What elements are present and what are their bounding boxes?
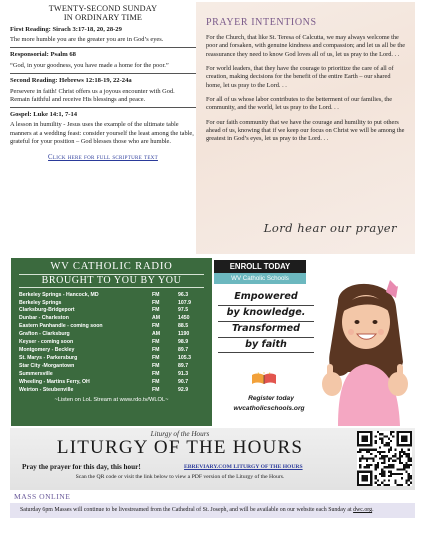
station-row [19, 315, 204, 323]
station-name: Berkeley Springs [19, 299, 62, 306]
enroll-heading: ENROLL TODAY [214, 260, 306, 273]
ebreviary-link[interactable]: EBREVIARY.COM LITURGY OF THE HOURS [184, 464, 303, 470]
mass-body: Saturday 6pm Masses will continue to be livestreamed from the Cathedral of St. Joseph, and will be available on our website each Sunday at dwc.org. [10, 503, 415, 518]
slogan-line4: by faith [218, 338, 314, 354]
station-band: AM [152, 331, 161, 338]
station-frequency: 1190 [178, 331, 190, 338]
station-name: Montgomery - Beckley [19, 346, 75, 353]
mass-text: Saturday 6pm Masses will continue to be livestreamed from the Cathedral of St. Joseph, and will be available on our website each Sunday at [20, 507, 352, 513]
station-name: Grafton - Clarksburg [19, 331, 70, 338]
station-frequency: 107.9 [178, 299, 191, 306]
station-band: FM [152, 299, 160, 306]
station-row [19, 387, 204, 395]
station-band: FM [152, 307, 160, 314]
station-frequency: 1450 [178, 315, 190, 322]
dwc-link[interactable]: dwc.org [353, 507, 373, 513]
station-band: FM [152, 339, 160, 346]
liturgy-note: Scan the QR code or visit the link below to view a PDF version of the Liturgy of the Hours. [75, 474, 285, 480]
station-band: FM [152, 354, 160, 361]
station-frequency: 91.3 [178, 370, 189, 377]
prayer-signature: Lord hear our prayer [263, 220, 397, 235]
station-frequency: 88.5 [178, 323, 189, 330]
divider [10, 107, 196, 108]
prayer-intention-1: For the Church, that like St. Teresa of Calcutta, we may always welcome the poor and forsaken, with genuine kindness and compassion; and let us all be the reassurance they need to know God loves all of us, let us pray to the Lord. . . [206, 34, 406, 58]
station-frequency: 89.7 [178, 362, 189, 369]
station-row [19, 355, 204, 363]
station-band: FM [152, 346, 160, 353]
enroll-subheading: WV Catholic Schools [214, 273, 306, 284]
station-frequency: 92.9 [178, 386, 189, 393]
first-reading-title: First Reading: Sirach 3:17-18, 20, 28-29 [10, 25, 122, 33]
radio-panel [11, 258, 212, 426]
station-frequency: 96.3 [178, 291, 189, 298]
station-band: FM [152, 291, 160, 298]
station-row [19, 371, 204, 379]
station-name: Weirton - Steubenville [19, 386, 74, 393]
station-frequency: 105.3 [178, 354, 191, 361]
psalm-text: “God, in your goodness, you have made a home for the poor.” [10, 61, 169, 69]
station-name: Eastern Panhandle - coming soon [19, 323, 103, 330]
station-row [19, 300, 204, 308]
station-frequency: 97.5 [178, 307, 189, 314]
mass-online-panel [10, 492, 415, 532]
divider [10, 73, 196, 74]
second-reading-text: Persevere in faith! Christ offers us a joyous encounter with God. Remain faithful and receive His blessings and peace. [10, 87, 175, 103]
station-name: Dunbar - Charleston [19, 315, 69, 322]
station-frequency: 90.7 [178, 378, 189, 385]
liturgy-small-title: Liturgy of the Hours [150, 430, 210, 438]
station-row [19, 307, 204, 315]
first-reading [10, 26, 196, 45]
heading-line1: TWENTY-SECOND SUNDAY [48, 4, 158, 13]
radio-subtitle: BROUGHT TO YOU BY YOU [19, 274, 204, 288]
scripture-link[interactable]: Click here for full scripture text [48, 153, 158, 161]
slogan-line1: Empowered [218, 290, 314, 306]
station-band: FM [152, 370, 160, 377]
liturgy-panel [10, 428, 415, 490]
girl-thumbs-up-image [308, 272, 415, 426]
station-band: FM [152, 378, 160, 385]
station-band: FM [152, 362, 160, 369]
schools-website[interactable]: wvcatholicschools.org [233, 405, 305, 412]
prayer-intention-3: For all of us whose labor contributes to the betterment of our families, the community, and the world, let us pray to the Lord. . . [206, 95, 393, 112]
heading-line2: IN ORDINARY TIME [63, 13, 143, 23]
station-name: Keyser - coming soon [19, 339, 74, 346]
station-name: Star City -Morgantown [19, 362, 75, 369]
station-name: Wheeling - Martins Ferry, OH [19, 378, 90, 385]
gospel-reading [10, 111, 196, 146]
station-row [19, 292, 204, 300]
radio-title: WV CATHOLIC RADIO [50, 261, 173, 272]
prayer-intentions-panel [196, 2, 415, 254]
enroll-ad[interactable] [214, 258, 415, 426]
second-reading [10, 77, 196, 104]
first-reading-text: The more humble you are the greater you are in God’s eyes. [10, 36, 164, 44]
readings-heading [10, 4, 196, 23]
register-text: Register today [248, 395, 294, 402]
slogan-line3: Transformed [218, 322, 314, 338]
books-icon [250, 372, 278, 386]
station-name: Berkeley Springs - Hancock, MD [19, 291, 99, 298]
readings-panel [10, 4, 196, 256]
station-frequency: 98.9 [178, 339, 189, 346]
prayer-title: PRAYER INTENTIONS [206, 17, 317, 28]
station-band: FM [152, 386, 160, 393]
station-band: FM [152, 323, 160, 330]
second-reading-title: Second Reading: Hebrews 12:18-19, 22-24a [10, 77, 132, 85]
divider [10, 47, 196, 48]
station-frequency: 89.7 [178, 346, 189, 353]
station-row [19, 339, 204, 347]
liturgy-big-title: LITURGY OF THE HOURS [56, 437, 304, 458]
station-table [19, 292, 204, 395]
mass-title: MASS ONLINE [14, 492, 71, 501]
psalm-reading [10, 51, 196, 70]
station-row [19, 363, 204, 371]
station-name: St. Marys - Parkersburg [19, 354, 78, 361]
station-row [19, 379, 204, 387]
station-name: Clarksburg-Bridgeport [19, 307, 75, 314]
liturgy-pray-text: Pray the prayer for this day, this hour! [22, 463, 141, 471]
radio-stream-link[interactable]: ~Listen on LoL Stream at www.rdo.tv/WLOL~ [54, 397, 169, 404]
gospel-text: A lesson in humility - Jesus uses the example of the ultimate table manners at a wedding feast: consider yourself the least among the table, grateful for your position – God blesses those who are humble. [10, 121, 194, 145]
empower-slogan [218, 290, 314, 353]
station-name: Summersville [19, 370, 53, 377]
station-row [19, 323, 204, 331]
psalm-title: Responsorial: Psalm 68 [10, 51, 76, 59]
station-band: AM [152, 315, 161, 322]
qr-code-icon[interactable] [357, 431, 412, 486]
gospel-title: Gospel: Luke 14:1, 7-14 [10, 110, 78, 118]
station-row [19, 331, 204, 339]
prayer-intention-2: For world leaders, that they have the courage to prioritize the care of all of creation, making decisions for the benefit of the entire Earth – our shared home, let us pray to the Lord. . . [206, 65, 394, 89]
prayer-intention-4: For our faith community that we have the courage and humility to put others ahead of us, knowing that if we keep our focus on Christ we will be among the greatest in God’s eyes, let us pray to the Lord. . . [206, 118, 405, 143]
station-row [19, 347, 204, 355]
slogan-line2: by knowledge. [218, 306, 314, 322]
